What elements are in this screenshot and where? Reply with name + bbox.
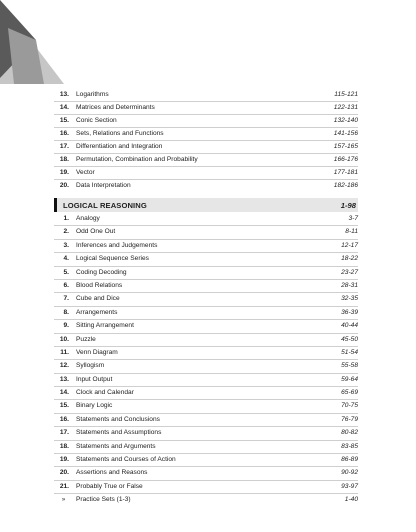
item-title: Odd One Out	[76, 228, 116, 236]
item-pages: 3-7	[348, 215, 358, 222]
toc-row[interactable]	[54, 494, 358, 506]
section-title: LOGICAL REASONING	[63, 200, 147, 210]
item-number: 2.	[63, 228, 69, 236]
toc-row[interactable]	[54, 253, 358, 266]
item-pages: 86-89	[341, 456, 358, 464]
item-pages: 59-64	[341, 375, 358, 383]
item-title: Data Interpretation	[76, 182, 131, 189]
toc-group-logical-reasoning	[54, 213, 358, 507]
toc-row[interactable]	[54, 400, 358, 413]
toc-row[interactable]	[54, 240, 358, 253]
item-pages: 70-75	[341, 402, 358, 410]
item-title: Inferences and Judgements	[76, 241, 158, 249]
item-pages: 23-27	[341, 268, 358, 276]
item-pages: 166-176	[333, 156, 358, 163]
item-title: Arrangements	[76, 308, 118, 316]
item-pages: 18-22	[341, 255, 358, 263]
item-pages: 1-40	[344, 496, 358, 504]
toc-row[interactable]	[54, 414, 358, 427]
toc-row[interactable]	[54, 128, 358, 141]
toc-row[interactable]	[54, 307, 358, 320]
item-title: Conic Section	[76, 117, 117, 124]
item-title: Permutation, Combination and Probability	[76, 156, 198, 163]
item-number: 21.	[59, 482, 69, 490]
item-title: Logarithms	[76, 91, 109, 98]
item-pages: 157-165	[333, 143, 358, 150]
item-title: Statements and Conclusions	[76, 415, 160, 423]
item-title: Blood Relations	[76, 281, 123, 289]
item-number: 18.	[59, 156, 69, 163]
toc-row[interactable]	[54, 180, 358, 192]
item-title: Analogy	[76, 215, 100, 222]
item-number: 14.	[59, 389, 69, 397]
item-number: 16.	[59, 130, 69, 137]
toc-row[interactable]	[54, 102, 358, 115]
item-number: 6.	[63, 281, 69, 289]
item-number: 9.	[63, 322, 69, 330]
toc-row[interactable]	[54, 360, 358, 373]
item-number: 3.	[63, 241, 69, 249]
item-pages: 93-97	[341, 482, 358, 490]
toc-row[interactable]	[54, 293, 358, 306]
item-title: Statements and Arguments	[76, 442, 156, 450]
item-number: 13.	[59, 375, 69, 383]
item-title: Input Output	[76, 375, 113, 383]
item-number: 17.	[59, 143, 69, 150]
section-header-logical-reasoning[interactable]	[54, 198, 358, 212]
item-number: 14.	[59, 104, 69, 111]
item-number: 7.	[63, 295, 69, 303]
toc-row[interactable]	[54, 154, 358, 167]
item-pages: 45-50	[341, 335, 358, 343]
item-number: 15.	[59, 117, 69, 124]
item-title: Differentiation and Integration	[76, 143, 163, 150]
toc-row[interactable]	[54, 467, 358, 480]
item-number: 12.	[59, 362, 69, 370]
toc-row[interactable]	[54, 387, 358, 400]
item-number: 19.	[59, 456, 69, 464]
item-title: Syllogism	[76, 362, 105, 370]
item-pages: 90-92	[341, 469, 358, 477]
item-title: Cube and Dice	[76, 295, 120, 303]
item-pages: 76-79	[341, 415, 358, 423]
item-pages: 12-17	[341, 241, 358, 249]
item-number: 10.	[59, 335, 69, 343]
toc-row[interactable]	[54, 374, 358, 387]
item-title: Clock and Calendar	[76, 389, 134, 397]
item-pages: 65-69	[341, 389, 358, 397]
section-pages: 1-98	[340, 200, 356, 210]
item-number: 1.	[63, 215, 69, 222]
item-number: 18.	[59, 442, 69, 450]
item-pages: 51-54	[341, 348, 358, 356]
item-title: Statements and Courses of Action	[76, 456, 176, 464]
item-number: 5.	[63, 268, 69, 276]
item-title: Sets, Relations and Functions	[76, 130, 164, 137]
item-title: Vector	[76, 169, 95, 176]
item-title: Statements and Assumptions	[76, 429, 162, 437]
toc-row[interactable]	[54, 320, 358, 333]
toc-row[interactable]	[54, 481, 358, 494]
toc-row[interactable]	[54, 115, 358, 128]
toc-row[interactable]	[54, 89, 358, 102]
item-pages: 182-186	[333, 182, 358, 189]
toc-row[interactable]	[54, 441, 358, 454]
item-title: Sitting Arrangement	[76, 322, 134, 330]
toc-row[interactable]	[54, 347, 358, 360]
bullet-icon: »	[61, 497, 66, 504]
item-number: 4.	[63, 255, 69, 263]
toc-row[interactable]	[54, 213, 358, 226]
item-number: 13.	[59, 91, 69, 98]
item-pages: 115-121	[334, 91, 358, 98]
table-of-contents	[54, 84, 358, 507]
item-title: Coding Decoding	[76, 268, 127, 276]
toc-row[interactable]	[54, 454, 358, 467]
toc-row[interactable]	[54, 141, 358, 154]
toc-row[interactable]	[54, 427, 358, 440]
item-title: Puzzle	[76, 335, 96, 343]
item-pages: 28-31	[341, 281, 358, 289]
item-number: 16.	[59, 415, 69, 423]
item-pages: 132-140	[333, 117, 358, 124]
toc-row[interactable]	[54, 280, 358, 293]
toc-group-top	[54, 89, 358, 192]
item-title: Binary Logic	[76, 402, 113, 410]
item-title: Assertions and Reasons	[76, 469, 148, 477]
item-number: 20.	[59, 182, 69, 189]
toc-row[interactable]	[54, 167, 358, 180]
item-title: Matrices and Determinants	[76, 104, 155, 111]
item-pages: 83-85	[341, 442, 358, 450]
item-pages: 141-156	[333, 130, 358, 137]
item-title: Practice Sets (1-3)	[76, 496, 131, 504]
item-pages: 8-11	[345, 228, 358, 236]
item-number: 8.	[63, 308, 69, 316]
item-pages: 40-44	[341, 322, 358, 330]
toc-row[interactable]	[54, 267, 358, 280]
item-title: Probably True or False	[76, 482, 143, 490]
item-title: Venn Diagram	[76, 348, 118, 356]
toc-row[interactable]	[54, 226, 358, 239]
item-pages: 36-39	[341, 308, 358, 316]
item-pages: 32-35	[341, 295, 358, 303]
item-number: 11.	[60, 348, 69, 356]
item-pages: 55-58	[341, 362, 358, 370]
corner-decoration	[0, 0, 64, 84]
item-pages: 177-181	[333, 169, 358, 176]
item-pages: 122-131	[333, 104, 358, 111]
item-number: 20.	[59, 469, 69, 477]
item-number: 17.	[59, 429, 69, 437]
item-title: Logical Sequence Series	[76, 255, 149, 263]
item-pages: 80-82	[341, 429, 358, 437]
item-number: 15.	[59, 402, 69, 410]
toc-row[interactable]	[54, 334, 358, 347]
item-number: 19.	[59, 169, 69, 176]
